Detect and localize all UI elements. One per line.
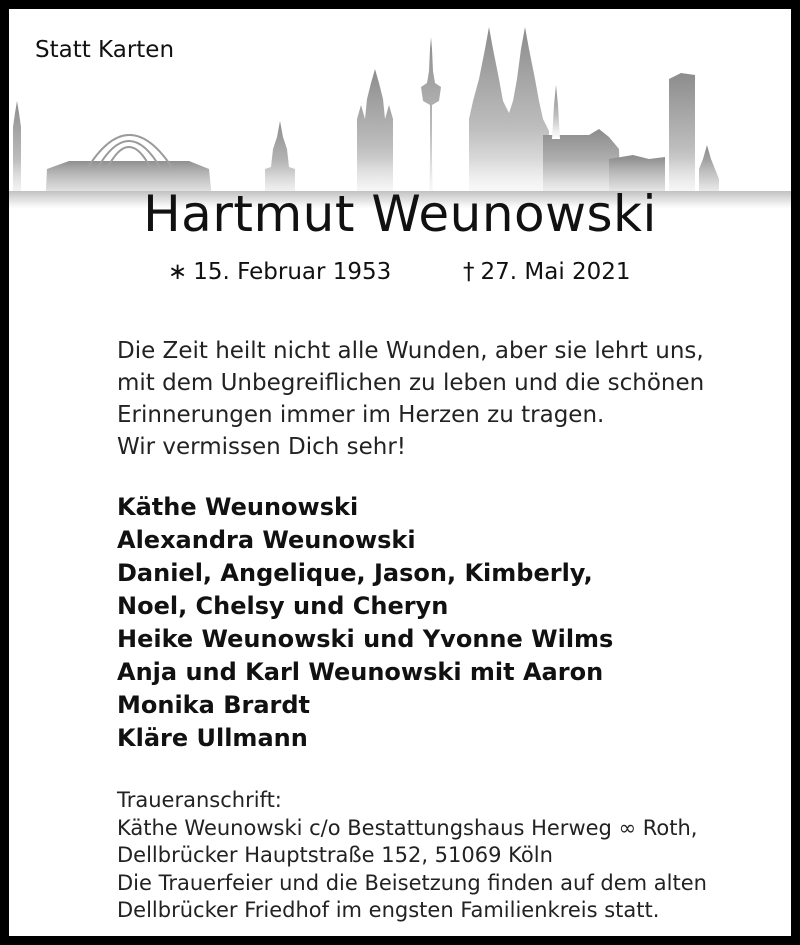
quote-line: Die Zeit heilt nicht alle Wunden, aber sie lehrt uns, xyxy=(117,338,704,364)
quote-line: Erinnerungen immer im Herzen zu tragen. xyxy=(117,402,605,428)
birth-date: 15. Februar 1953 xyxy=(193,259,392,285)
statt-karten-note: Statt Karten xyxy=(35,37,175,63)
mourner-line: Monika Brardt xyxy=(117,691,311,719)
mourning-address xyxy=(117,787,777,925)
memorial-quote xyxy=(117,335,777,463)
funeral-info-line: Die Trauerfeier und die Beisetzung finden auf dem alten xyxy=(117,870,707,895)
mourner-line: Noel, Chelsy und Cheryn xyxy=(117,592,449,620)
funeral-info-line: Dellbrücker Friedhof im engsten Familienkreis statt. xyxy=(117,898,660,922)
mourner-line: Kläre Ullmann xyxy=(117,724,308,752)
mourner-line: Daniel, Angelique, Jason, Kimberly, xyxy=(117,559,593,587)
death-date: 27. Mai 2021 xyxy=(480,259,631,285)
mourner-line: Alexandra Weunowski xyxy=(117,526,416,554)
address-line: Käthe Weunowski c/o Bestattungshaus Herweg ∞ Roth, xyxy=(117,815,698,840)
death-cross-icon: † xyxy=(463,259,475,285)
birth-date-group xyxy=(168,259,391,285)
mourner-line: Käthe Weunowski xyxy=(117,493,359,521)
life-dates xyxy=(9,259,791,289)
mourner-line: Anja und Karl Weunowski mit Aaron xyxy=(117,658,604,686)
birth-star-icon: ∗ xyxy=(168,259,188,285)
quote-line: mit dem Unbegreiflichen zu leben und die schönen xyxy=(117,370,705,396)
quote-line: Wir vermissen Dich sehr! xyxy=(117,434,407,460)
mourners-list xyxy=(117,491,777,755)
death-date-group xyxy=(463,259,631,285)
mourner-line: Heike Weunowski und Yvonne Wilms xyxy=(117,625,614,653)
deceased-name: Hartmut Weunowski xyxy=(143,185,657,243)
address-line: Dellbrücker Hauptstraße 152, 51069 Köln xyxy=(117,843,553,867)
address-label: Traueranschrift: xyxy=(117,788,282,812)
